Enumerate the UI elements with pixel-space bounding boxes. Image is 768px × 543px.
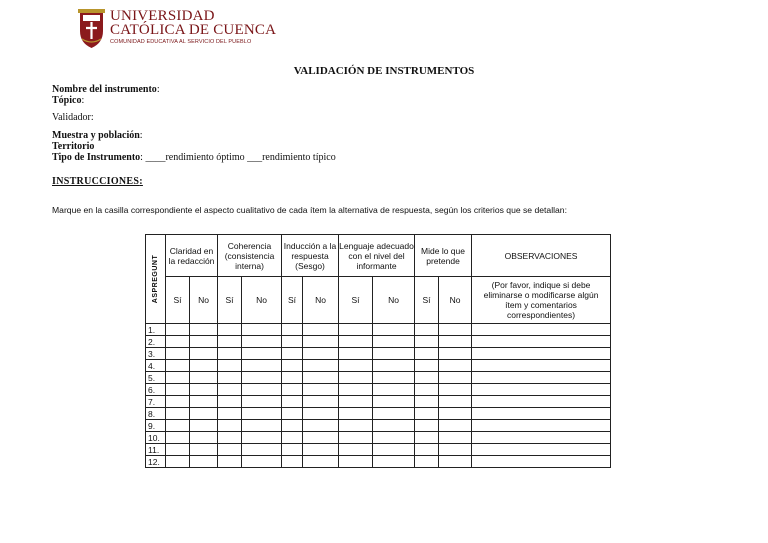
answer-cell[interactable] bbox=[282, 324, 303, 336]
answer-cell[interactable] bbox=[339, 408, 373, 420]
answer-cell[interactable] bbox=[190, 408, 218, 420]
observation-cell[interactable] bbox=[472, 432, 611, 444]
answer-cell[interactable] bbox=[439, 324, 472, 336]
row-number: 7. bbox=[146, 396, 166, 408]
logo-title-line1: UNIVERSIDAD bbox=[110, 8, 215, 24]
answer-cell[interactable] bbox=[339, 348, 373, 360]
answer-cell[interactable] bbox=[282, 384, 303, 396]
answer-cell[interactable] bbox=[166, 348, 190, 360]
observation-cell[interactable] bbox=[472, 396, 611, 408]
si-header: Sí bbox=[415, 277, 439, 324]
no-header: No bbox=[303, 277, 339, 324]
criterion-header: Inducción a la respuesta (Sesgo) bbox=[282, 235, 339, 277]
observation-cell[interactable] bbox=[472, 372, 611, 384]
answer-cell[interactable] bbox=[303, 372, 339, 384]
observation-cell[interactable] bbox=[472, 384, 611, 396]
answer-cell[interactable] bbox=[373, 372, 415, 384]
answer-cell[interactable] bbox=[415, 372, 439, 384]
answer-cell[interactable] bbox=[218, 444, 242, 456]
answer-cell[interactable] bbox=[218, 396, 242, 408]
answer-cell[interactable] bbox=[415, 432, 439, 444]
no-header: No bbox=[373, 277, 415, 324]
answer-cell[interactable] bbox=[439, 360, 472, 372]
table-row bbox=[146, 408, 611, 420]
answer-cell[interactable] bbox=[373, 456, 415, 468]
row-number: 5. bbox=[146, 372, 166, 384]
table-row bbox=[146, 336, 611, 348]
university-shield-icon bbox=[78, 9, 105, 49]
answer-cell[interactable] bbox=[242, 444, 282, 456]
table-row bbox=[146, 348, 611, 360]
answer-cell[interactable] bbox=[282, 336, 303, 348]
answer-cell[interactable] bbox=[303, 348, 339, 360]
answer-cell[interactable] bbox=[190, 396, 218, 408]
answer-cell[interactable] bbox=[242, 420, 282, 432]
answer-cell[interactable] bbox=[439, 372, 472, 384]
criterion-header: Claridad en la redacción bbox=[166, 235, 218, 277]
si-header: Sí bbox=[282, 277, 303, 324]
answer-cell[interactable] bbox=[166, 336, 190, 348]
answer-cell[interactable] bbox=[373, 348, 415, 360]
answer-cell[interactable] bbox=[373, 384, 415, 396]
answer-cell[interactable] bbox=[242, 372, 282, 384]
answer-cell[interactable] bbox=[339, 384, 373, 396]
answer-cell[interactable] bbox=[303, 456, 339, 468]
answer-cell[interactable] bbox=[282, 348, 303, 360]
answer-cell[interactable] bbox=[339, 372, 373, 384]
answer-cell[interactable] bbox=[339, 420, 373, 432]
row-number: 4. bbox=[146, 360, 166, 372]
answer-cell[interactable] bbox=[373, 420, 415, 432]
answer-cell[interactable] bbox=[190, 456, 218, 468]
answer-cell[interactable] bbox=[166, 396, 190, 408]
no-header: No bbox=[190, 277, 218, 324]
answer-cell[interactable] bbox=[242, 396, 282, 408]
criterion-header: Coherencia (consistencia interna) bbox=[218, 235, 282, 277]
answer-cell[interactable] bbox=[218, 360, 242, 372]
answer-cell[interactable] bbox=[166, 456, 190, 468]
observation-cell[interactable] bbox=[472, 324, 611, 336]
instructions-heading: INSTRUCCIONES: bbox=[52, 176, 143, 187]
sample-label: Muestra y población bbox=[52, 130, 140, 141]
answer-cell[interactable] bbox=[282, 432, 303, 444]
instrument-type-label: Tipo de Instrumento bbox=[52, 152, 141, 163]
answer-cell[interactable] bbox=[282, 372, 303, 384]
table-row bbox=[146, 372, 611, 384]
answer-cell[interactable] bbox=[166, 432, 190, 444]
criterion-header: Mide lo que pretende bbox=[415, 235, 472, 277]
answer-cell[interactable] bbox=[166, 444, 190, 456]
instrument-name-field: Nombre del instrumento: bbox=[52, 84, 160, 95]
answer-cell[interactable] bbox=[373, 324, 415, 336]
row-number: 3. bbox=[146, 348, 166, 360]
answer-cell[interactable] bbox=[242, 432, 282, 444]
answer-cell[interactable] bbox=[190, 348, 218, 360]
answer-cell[interactable] bbox=[415, 396, 439, 408]
answer-cell[interactable] bbox=[218, 384, 242, 396]
answer-cell[interactable] bbox=[218, 408, 242, 420]
answer-cell[interactable] bbox=[303, 384, 339, 396]
answer-cell[interactable] bbox=[190, 444, 218, 456]
row-number: 8. bbox=[146, 408, 166, 420]
answer-cell[interactable] bbox=[439, 456, 472, 468]
answer-cell[interactable] bbox=[303, 444, 339, 456]
observations-note: (Por favor, indique si debe eliminarse o modificarse algún ítem y comentarios correspondientes) bbox=[472, 277, 611, 324]
answer-cell[interactable] bbox=[339, 324, 373, 336]
answer-cell[interactable] bbox=[242, 360, 282, 372]
answer-cell[interactable] bbox=[166, 408, 190, 420]
answer-cell[interactable] bbox=[242, 336, 282, 348]
answer-cell[interactable] bbox=[190, 336, 218, 348]
answer-cell[interactable] bbox=[439, 348, 472, 360]
answer-cell[interactable] bbox=[303, 432, 339, 444]
answer-cell[interactable] bbox=[339, 336, 373, 348]
row-number: 1. bbox=[146, 324, 166, 336]
answer-cell[interactable] bbox=[218, 432, 242, 444]
answer-cell[interactable] bbox=[218, 324, 242, 336]
table-row bbox=[146, 444, 611, 456]
answer-cell[interactable] bbox=[439, 444, 472, 456]
answer-cell[interactable] bbox=[415, 444, 439, 456]
answer-cell[interactable] bbox=[242, 348, 282, 360]
instructions-text: Marque en la casilla correspondiente el aspecto cualitativo de cada ítem la alternativa de respuesta, según los criterios que se detallan: bbox=[52, 205, 567, 215]
instrument-name-label: Nombre del instrumento bbox=[52, 84, 157, 95]
answer-cell[interactable] bbox=[242, 408, 282, 420]
answer-cell[interactable] bbox=[166, 360, 190, 372]
answer-cell[interactable] bbox=[218, 456, 242, 468]
answer-cell[interactable] bbox=[373, 360, 415, 372]
table-row bbox=[146, 420, 611, 432]
page-title: VALIDACIÓN DE INSTRUMENTOS bbox=[293, 65, 475, 77]
answer-cell[interactable] bbox=[373, 432, 415, 444]
observation-cell[interactable] bbox=[472, 348, 611, 360]
table-row bbox=[146, 324, 611, 336]
instrument-type-field bbox=[52, 152, 336, 163]
topic-field: Tópico: bbox=[52, 95, 85, 106]
answer-cell[interactable] bbox=[415, 384, 439, 396]
answer-cell[interactable] bbox=[339, 456, 373, 468]
answer-cell[interactable] bbox=[439, 396, 472, 408]
answer-cell[interactable] bbox=[439, 408, 472, 420]
answer-cell[interactable] bbox=[439, 384, 472, 396]
answer-cell[interactable] bbox=[218, 348, 242, 360]
answer-cell[interactable] bbox=[282, 420, 303, 432]
instrument-type-options: : ____rendimiento óptimo ___rendimiento típico bbox=[140, 152, 336, 163]
university-logo bbox=[78, 9, 276, 49]
observation-cell[interactable] bbox=[472, 420, 611, 432]
answer-cell[interactable] bbox=[415, 324, 439, 336]
answer-cell[interactable] bbox=[242, 456, 282, 468]
answer-cell[interactable] bbox=[303, 324, 339, 336]
answer-cell[interactable] bbox=[415, 408, 439, 420]
si-header: Sí bbox=[339, 277, 373, 324]
answer-cell[interactable] bbox=[339, 444, 373, 456]
answer-cell[interactable] bbox=[373, 408, 415, 420]
answer-cell[interactable] bbox=[303, 408, 339, 420]
table-row bbox=[146, 384, 611, 396]
criterion-header: Lenguaje adecuado con el nivel del informante bbox=[339, 235, 415, 277]
answer-cell[interactable] bbox=[415, 420, 439, 432]
validation-table bbox=[145, 234, 611, 468]
row-number: 9. bbox=[146, 420, 166, 432]
answer-cell[interactable] bbox=[190, 384, 218, 396]
answer-cell[interactable] bbox=[339, 360, 373, 372]
territory-field: Territorio bbox=[52, 141, 95, 152]
answer-cell[interactable] bbox=[415, 336, 439, 348]
answer-cell[interactable] bbox=[439, 432, 472, 444]
sample-field: Muestra y población: bbox=[52, 130, 143, 141]
answer-cell[interactable] bbox=[439, 420, 472, 432]
answer-cell[interactable] bbox=[339, 432, 373, 444]
answer-cell[interactable] bbox=[415, 360, 439, 372]
answer-cell[interactable] bbox=[282, 456, 303, 468]
question-column-header: ASPREGUNT bbox=[146, 235, 166, 324]
answer-cell[interactable] bbox=[166, 324, 190, 336]
answer-cell[interactable] bbox=[166, 384, 190, 396]
logo-subtitle: COMUNIDAD EDUCATIVA AL SERVICIO DEL PUEBLO bbox=[110, 39, 252, 45]
row-number: 10. bbox=[146, 432, 166, 444]
answer-cell[interactable] bbox=[190, 432, 218, 444]
answer-cell[interactable] bbox=[166, 372, 190, 384]
topic-label: Tópico bbox=[52, 95, 82, 106]
answer-cell[interactable] bbox=[190, 360, 218, 372]
table-row bbox=[146, 432, 611, 444]
table-row bbox=[146, 396, 611, 408]
observation-cell[interactable] bbox=[472, 408, 611, 420]
answer-cell[interactable] bbox=[218, 336, 242, 348]
row-number: 2. bbox=[146, 336, 166, 348]
observations-header: OBSERVACIONES bbox=[472, 235, 611, 277]
answer-cell[interactable] bbox=[373, 444, 415, 456]
answer-cell[interactable] bbox=[242, 324, 282, 336]
si-header: Sí bbox=[166, 277, 190, 324]
row-number: 6. bbox=[146, 384, 166, 396]
answer-cell[interactable] bbox=[282, 396, 303, 408]
answer-cell[interactable] bbox=[439, 336, 472, 348]
answer-cell[interactable] bbox=[415, 456, 439, 468]
no-header: No bbox=[242, 277, 282, 324]
answer-cell[interactable] bbox=[282, 444, 303, 456]
observation-cell[interactable] bbox=[472, 336, 611, 348]
answer-cell[interactable] bbox=[218, 420, 242, 432]
observation-cell[interactable] bbox=[472, 444, 611, 456]
answer-cell[interactable] bbox=[303, 420, 339, 432]
observation-cell[interactable] bbox=[472, 456, 611, 468]
answer-cell[interactable] bbox=[303, 336, 339, 348]
answer-cell[interactable] bbox=[373, 336, 415, 348]
answer-cell[interactable] bbox=[242, 384, 282, 396]
answer-cell[interactable] bbox=[339, 396, 373, 408]
answer-cell[interactable] bbox=[218, 372, 242, 384]
answer-cell[interactable] bbox=[282, 360, 303, 372]
answer-cell[interactable] bbox=[282, 408, 303, 420]
answer-cell[interactable] bbox=[415, 348, 439, 360]
table-row bbox=[146, 456, 611, 468]
no-header: No bbox=[439, 277, 472, 324]
si-header: Sí bbox=[218, 277, 242, 324]
answer-cell[interactable] bbox=[303, 396, 339, 408]
row-number: 11. bbox=[146, 444, 166, 456]
row-number: 12. bbox=[146, 456, 166, 468]
answer-cell[interactable] bbox=[190, 420, 218, 432]
table-row bbox=[146, 360, 611, 372]
answer-cell[interactable] bbox=[303, 360, 339, 372]
observation-cell[interactable] bbox=[472, 360, 611, 372]
answer-cell[interactable] bbox=[373, 396, 415, 408]
answer-cell[interactable] bbox=[190, 372, 218, 384]
answer-cell[interactable] bbox=[190, 324, 218, 336]
answer-cell[interactable] bbox=[166, 420, 190, 432]
logo-title-line2: CATÓLICA DE CUENCA bbox=[110, 22, 277, 38]
validator-field: Validador: bbox=[52, 112, 94, 123]
